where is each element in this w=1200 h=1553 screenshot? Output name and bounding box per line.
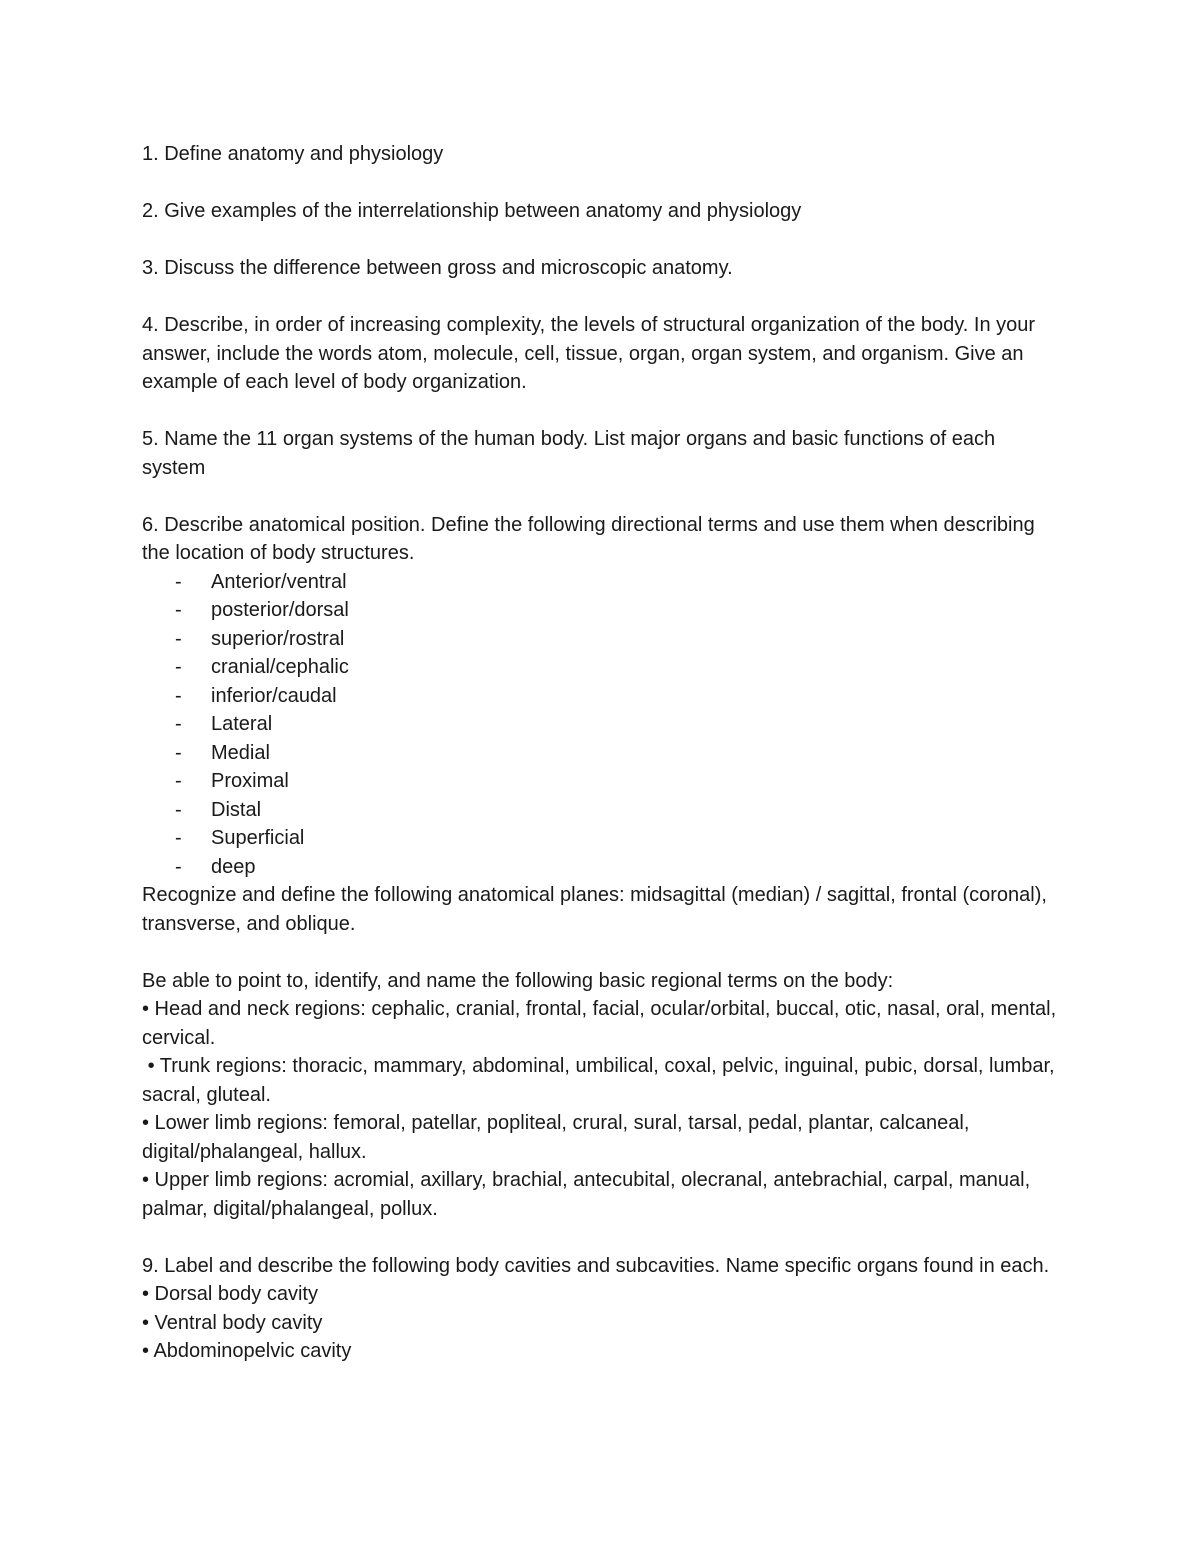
dash-marker: - xyxy=(175,770,182,792)
list-item-text: cranial/cephalic xyxy=(211,656,349,678)
question-6: 6. Describe anatomical position. Define the following directional terms and use them when describing the location of body structures. xyxy=(142,513,1035,564)
list-item xyxy=(142,625,1057,654)
question-5: 5. Name the 11 organ systems of the human body. List major organs and basic functions of each system xyxy=(142,428,996,479)
dash-marker: - xyxy=(175,855,182,878)
list-item xyxy=(142,653,1057,682)
regional-terms-intro: Be able to point to, identify, and name the following basic regional terms on the body: xyxy=(142,969,894,992)
list-item xyxy=(142,796,1057,825)
list-item xyxy=(142,739,1057,768)
trunk-regions: • Trunk regions: thoracic, mammary, abdominal, umbilical, coxal, pelvic, inguinal, pubic, dorsal, lumbar, sacral, gluteal. xyxy=(142,1055,1061,1106)
dash-marker: - xyxy=(175,599,182,621)
dorsal-cavity-item: • Dorsal body cavity xyxy=(142,1283,318,1305)
directional-terms-list xyxy=(142,568,1057,882)
dash-marker: - xyxy=(175,827,182,849)
dash-marker: - xyxy=(175,798,182,821)
abdominopelvic-cavity-item: • Abdominopelvic cavity xyxy=(142,1340,352,1362)
lower-limb-regions: • Lower limb regions: femoral, patellar, popliteal, crural, sural, tarsal, pedal, plantar, calcaneal, digital/phalangeal, hallux. xyxy=(142,1112,970,1163)
list-item-text: posterior/dorsal xyxy=(211,599,349,621)
list-item-text: Anterior/ventral xyxy=(211,570,347,593)
upper-limb-regions: • Upper limb regions: acromial, axillary, brachial, antecubital, olecranal, antebrachial, carpal, manual, palmar, digital/phalangeal, pollux. xyxy=(142,1169,1031,1220)
question-1: 1. Define anatomy and physiology xyxy=(142,143,444,165)
list-item-text: Proximal xyxy=(211,770,289,792)
list-item-text: Lateral xyxy=(211,713,273,735)
list-item xyxy=(142,824,1057,853)
dash-marker: - xyxy=(175,713,182,735)
dash-marker: - xyxy=(175,570,182,593)
list-item xyxy=(142,596,1057,625)
list-item xyxy=(142,682,1057,711)
dash-marker: - xyxy=(175,656,182,678)
question-4: 4. Describe, in order of increasing complexity, the levels of structural organization of the body. In your answer, include the words atom, molecule, cell, tissue, organ, organ system, and organism. Give an example of each level of body organization. xyxy=(142,314,1036,393)
list-item xyxy=(142,853,1057,882)
list-item-text: Distal xyxy=(211,798,262,821)
dash-marker: - xyxy=(175,741,182,764)
document-page xyxy=(142,140,1061,1366)
list-item xyxy=(142,710,1057,739)
head-neck-regions: • Head and neck regions: cephalic, cranial, frontal, facial, ocular/orbital, buccal, otic, nasal, oral, mental, cervical. xyxy=(142,998,1057,1049)
list-item-text: superior/rostral xyxy=(211,627,345,650)
list-item xyxy=(142,767,1057,796)
list-item-text: Superficial xyxy=(211,827,305,849)
list-item xyxy=(142,568,1057,597)
question-2: 2. Give examples of the interrelationship between anatomy and physiology xyxy=(142,200,802,222)
dash-marker: - xyxy=(175,684,182,707)
list-item-text: deep xyxy=(211,855,256,878)
list-item-text: Medial xyxy=(211,741,270,764)
anatomical-planes-paragraph: Recognize and define the following anatomical planes: midsagittal (median) / sagittal, frontal (coronal), transverse, and oblique. xyxy=(142,884,1047,935)
question-9: 9. Label and describe the following body cavities and subcavities. Name specific organs found in each. xyxy=(142,1254,1050,1277)
list-item-text: inferior/caudal xyxy=(211,684,337,707)
dash-marker: - xyxy=(175,627,182,650)
question-3: 3. Discuss the difference between gross and microscopic anatomy. xyxy=(142,257,733,279)
ventral-cavity-item: • Ventral body cavity xyxy=(142,1311,323,1334)
